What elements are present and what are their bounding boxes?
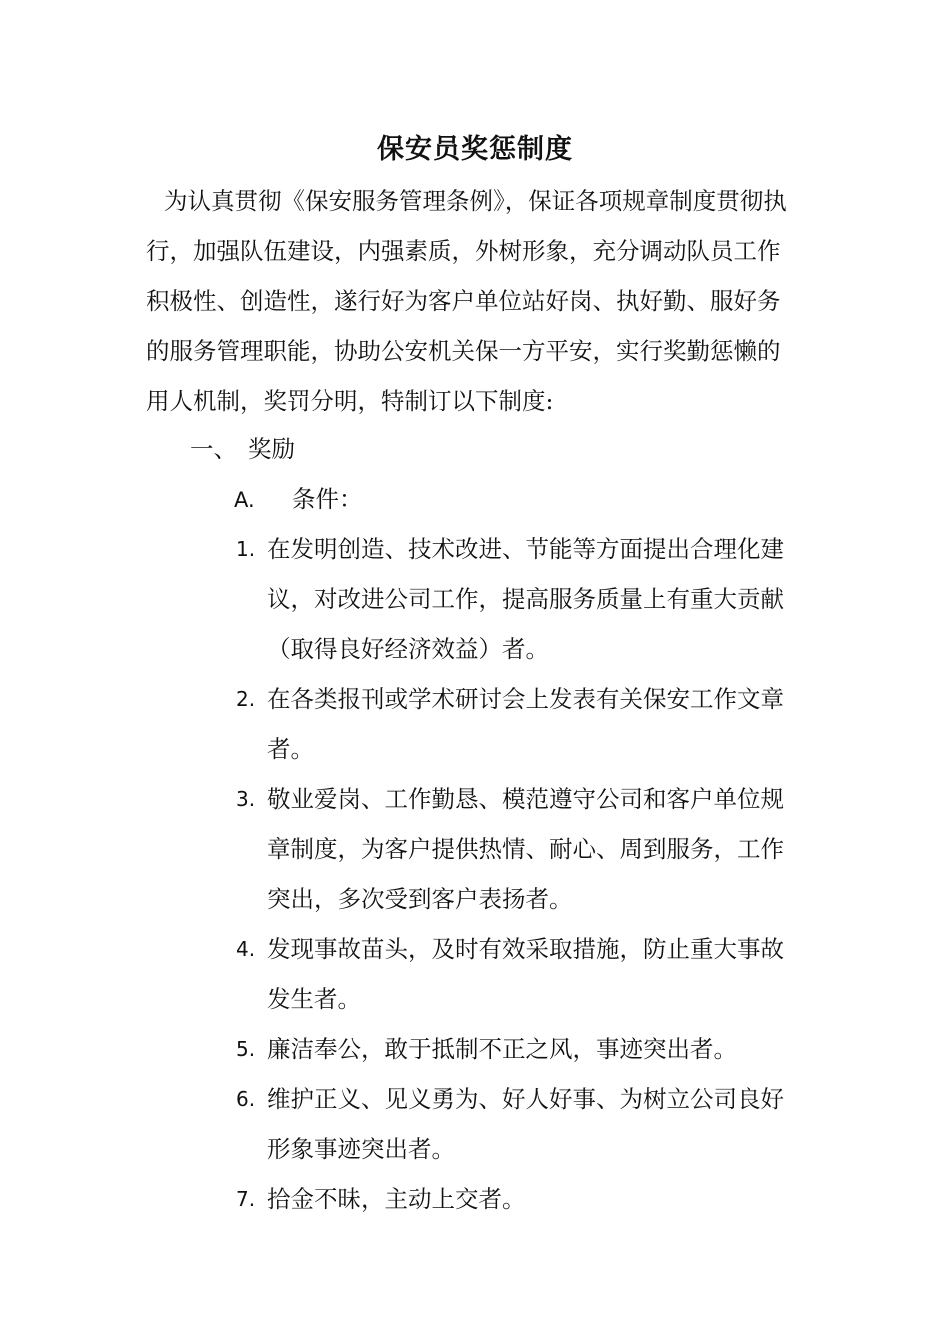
intro-line: 行，加强队伍建设，内强素质，外树形象，充分调动队员工作 bbox=[146, 237, 781, 265]
list-item-line: 章制度，为客户提供热情、耐心、周到服务，工作 bbox=[267, 835, 784, 863]
list-item-line: 形象事迹突出者。 bbox=[267, 1135, 455, 1163]
list-item-number: 1. bbox=[236, 537, 256, 561]
list-item-line: 发生者。 bbox=[267, 985, 361, 1013]
subsection-letter: A. bbox=[234, 488, 255, 512]
list-item bbox=[236, 774, 816, 924]
subsection-title: 条件： bbox=[292, 485, 363, 513]
list-item-line: 发现事故苗头，及时有效采取措施，防止重大事故 bbox=[267, 935, 784, 963]
list-item-line: 者。 bbox=[267, 735, 314, 763]
list-item-line: 维护正义、见义勇为、好人好事、为树立公司良好 bbox=[267, 1085, 784, 1113]
list-item-line: 拾金不昧，主动上交者。 bbox=[267, 1185, 526, 1213]
intro-paragraph bbox=[146, 176, 816, 426]
list-item bbox=[236, 1024, 816, 1074]
section-number: 一、 bbox=[190, 435, 237, 463]
intro-line: 的服务管理职能，协助公安机关保一方平安，实行奖勤惩懒的 bbox=[146, 337, 781, 365]
list-item-number: 6. bbox=[236, 1087, 256, 1111]
subsection-heading bbox=[234, 474, 363, 525]
list-item-number: 2. bbox=[236, 687, 256, 711]
list-item bbox=[236, 1074, 816, 1174]
intro-line: 积极性、创造性，遂行好为客户单位站好岗、执好勤、服好务 bbox=[146, 287, 781, 315]
list-item-number: 3. bbox=[236, 787, 256, 811]
list-item-line: （取得良好经济效益）者。 bbox=[267, 635, 549, 663]
list-item-line: 在各类报刊或学术研讨会上发表有关保安工作文章 bbox=[267, 685, 784, 713]
list-item-line: 在发明创造、技术改进、节能等方面提出合理化建 bbox=[267, 535, 784, 563]
document-title: 保安员奖惩制度 bbox=[377, 134, 573, 165]
list-item bbox=[236, 524, 816, 674]
conditions-list bbox=[236, 524, 816, 1224]
list-item bbox=[236, 1174, 816, 1224]
list-item bbox=[236, 924, 816, 1024]
section-heading bbox=[190, 424, 295, 474]
list-item-line: 敬业爱岗、工作勤恳、模范遵守公司和客户单位规 bbox=[267, 785, 784, 813]
intro-line: 用人机制，奖罚分明，特制订以下制度: bbox=[146, 387, 554, 415]
intro-line: 为认真贯彻《保安服务管理条例》，保证各项规章制度贯彻执 bbox=[164, 187, 787, 215]
list-item-number: 4. bbox=[236, 937, 256, 961]
list-item-number: 7. bbox=[236, 1187, 256, 1211]
section-title: 奖励 bbox=[248, 435, 295, 463]
list-item-line: 突出，多次受到客户表扬者。 bbox=[267, 885, 573, 913]
list-item-number: 5. bbox=[236, 1037, 256, 1061]
list-item-line: 议，对改进公司工作，提高服务质量上有重大贡献 bbox=[267, 585, 784, 613]
list-item-line: 廉洁奉公，敢于抵制不正之风，事迹突出者。 bbox=[267, 1035, 737, 1063]
list-item bbox=[236, 674, 816, 774]
